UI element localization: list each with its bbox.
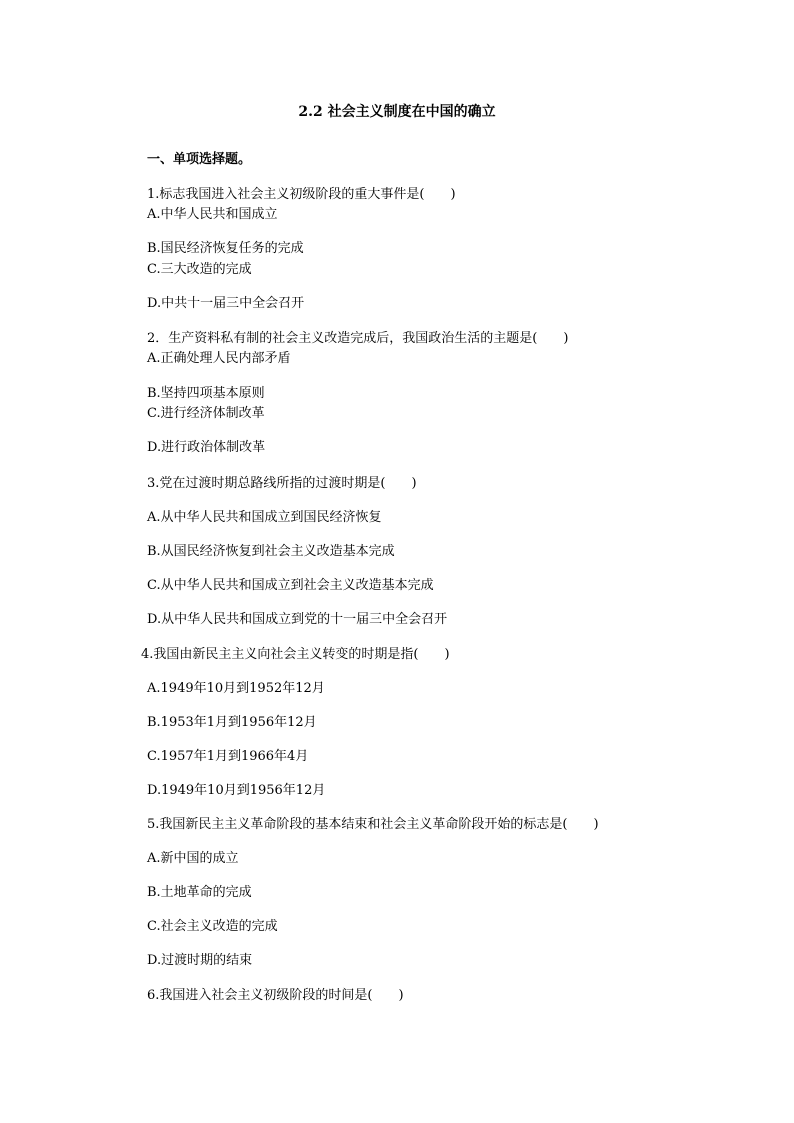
question-option: C.1957年1月到1966年4月 <box>147 749 309 764</box>
question-option: A.1949年10月到1952年12月 <box>147 681 325 696</box>
page-title: 2.2 社会主义制度在中国的确立 <box>298 104 496 120</box>
question-option: C.进行经济体制改革 <box>147 406 265 421</box>
question-option: A.正确处理人民内部矛盾 <box>147 351 291 366</box>
question-option: A.新中国的成立 <box>147 851 239 866</box>
question-stem: 1.标志我国进入社会主义初级阶段的重大事件是( ) <box>147 187 456 202</box>
question-option: C.社会主义改造的完成 <box>147 919 278 934</box>
question-stem: 2．生产资料私有制的社会主义改造完成后，我国政治生活的主题是( ) <box>147 331 569 346</box>
question-option: B.土地革命的完成 <box>147 885 252 900</box>
question-option: B.1953年1月到1956年12月 <box>147 715 317 730</box>
question-option: D.中共十一届三中全会召开 <box>147 296 305 311</box>
section-heading: 一、单项选择题。 <box>147 152 252 167</box>
question-option: A.从中华人民共和国成立到国民经济恢复 <box>147 510 382 525</box>
question-option: A.中华人民共和国成立 <box>147 207 278 222</box>
question-option: C.三大改造的完成 <box>147 262 252 277</box>
question-option: B.从国民经济恢复到社会主义改造基本完成 <box>147 544 395 559</box>
question-stem: 5.我国新民主主义革命阶段的基本结束和社会主义革命阶段开始的标志是( ) <box>147 817 599 832</box>
question-option: B.坚持四项基本原则 <box>147 386 265 401</box>
question-option: C.从中华人民共和国成立到社会主义改造基本完成 <box>147 578 434 593</box>
question-option: D.1949年10月到1956年12月 <box>147 783 326 798</box>
question-option: D.过渡时期的结束 <box>147 953 253 968</box>
question-option: D.进行政治体制改革 <box>147 440 266 455</box>
question-option: B.国民经济恢复任务的完成 <box>147 241 304 256</box>
question-stem: 4.我国由新民主主义向社会主义转变的时期是指( ) <box>141 647 450 662</box>
question-stem: 3.党在过渡时期总路线所指的过渡时期是( ) <box>147 476 417 491</box>
question-stem: 6.我国进入社会主义初级阶段的时间是( ) <box>147 988 404 1003</box>
question-option: D.从中华人民共和国成立到党的十一届三中全会召开 <box>147 612 448 627</box>
